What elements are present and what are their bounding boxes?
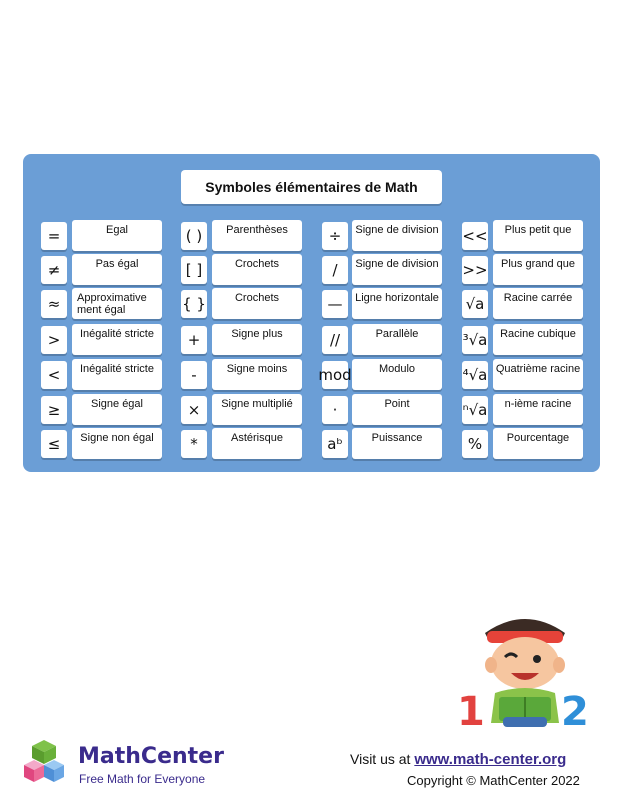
- symbol-5-2: ·: [322, 396, 348, 424]
- symbol-6-3: %: [462, 430, 488, 458]
- symbol-label-3-3: Racine cubique: [493, 324, 583, 355]
- symbol-label-1-0: Pas égal: [72, 254, 162, 285]
- symbol-label-3-0: Inégalité stricte: [72, 324, 162, 355]
- symbol-label-5-2: Point: [352, 394, 442, 425]
- symbol-label-1-3: Plus grand que: [493, 254, 583, 285]
- symbol-label-5-0: Signe égal: [72, 394, 162, 425]
- symbol-label-0-0: Egal: [72, 220, 162, 251]
- symbol-label-6-0: Signe non égal: [72, 428, 162, 459]
- symbol-0-0: =: [41, 222, 67, 250]
- website-link[interactable]: www.math-center.org: [414, 751, 567, 768]
- symbol-2-2: —: [322, 290, 348, 318]
- symbol-6-0: ≤: [41, 430, 67, 458]
- symbol-1-0: ≠: [41, 256, 67, 284]
- symbol-1-1: [ ]: [181, 256, 207, 284]
- symbol-4-1: -: [181, 361, 207, 389]
- symbol-label-4-1: Signe moins: [212, 359, 302, 390]
- symbol-label-1-2: Signe de division: [352, 254, 442, 285]
- svg-text:2: 2: [561, 689, 589, 735]
- symbol-label-2-3: Racine carrée: [493, 288, 583, 319]
- symbol-label-6-3: Pourcentage: [493, 428, 583, 459]
- symbol-label-1-1: Crochets: [212, 254, 302, 285]
- symbol-label-6-2: Puissance: [352, 428, 442, 459]
- page-title: Symboles élémentaires de Math: [181, 170, 442, 204]
- brand-tagline: Free Math for Everyone: [79, 772, 206, 786]
- symbol-label-2-2: Ligne horizontale: [352, 288, 442, 319]
- symbol-label-3-2: Parallèle: [352, 324, 442, 355]
- symbol-4-2: mod: [322, 361, 348, 389]
- symbol-2-0: ≈: [41, 290, 67, 318]
- symbol-5-1: ×: [181, 396, 207, 424]
- symbol-label-6-1: Astérisque: [212, 428, 302, 459]
- symbol-3-2: //: [322, 326, 348, 354]
- symbol-6-2: aᵇ: [322, 430, 348, 458]
- mathcenter-logo-icon: [24, 738, 72, 786]
- symbol-0-3: <<: [462, 222, 488, 250]
- symbol-label-4-0: Inégalité stricte: [72, 359, 162, 390]
- symbol-label-5-3: n-ième racine: [493, 394, 583, 425]
- symbol-label-3-1: Signe plus: [212, 324, 302, 355]
- symbol-5-3: ⁿ√a: [462, 396, 488, 424]
- symbol-label-5-1: Signe multiplié: [212, 394, 302, 425]
- symbol-2-1: { }: [181, 290, 207, 318]
- symbol-label-0-3: Plus petit que: [493, 220, 583, 251]
- symbol-label-4-3: Quatrième racine: [493, 359, 583, 390]
- symbol-label-0-2: Signe de division: [352, 220, 442, 251]
- svg-text:1: 1: [457, 689, 485, 735]
- kid-reading-illustration: [455, 605, 595, 735]
- symbol-4-3: ⁴√a: [462, 361, 488, 389]
- symbol-label-4-2: Modulo: [352, 359, 442, 390]
- symbol-label-2-1: Crochets: [212, 288, 302, 319]
- brand-name: MathCenter: [78, 744, 224, 769]
- symbol-0-2: ÷: [322, 222, 348, 250]
- copyright: Copyright © MathCenter 2022: [407, 773, 580, 788]
- visit-prefix: Visit us at: [350, 751, 411, 767]
- symbol-3-0: >: [41, 326, 67, 354]
- symbol-2-3: √a: [462, 290, 488, 318]
- symbol-label-0-1: Parenthèses: [212, 220, 302, 251]
- symbol-1-2: /: [322, 256, 348, 284]
- symbol-3-1: +: [181, 326, 207, 354]
- symbol-1-3: >>: [462, 256, 488, 284]
- symbol-0-1: ( ): [181, 222, 207, 250]
- symbol-label-2-0: Approximative ment égal: [72, 288, 162, 319]
- symbol-4-0: <: [41, 361, 67, 389]
- symbol-6-1: *: [181, 430, 207, 458]
- symbol-5-0: ≥: [41, 396, 67, 424]
- visit-line: [350, 751, 566, 768]
- symbol-3-3: ³√a: [462, 326, 488, 354]
